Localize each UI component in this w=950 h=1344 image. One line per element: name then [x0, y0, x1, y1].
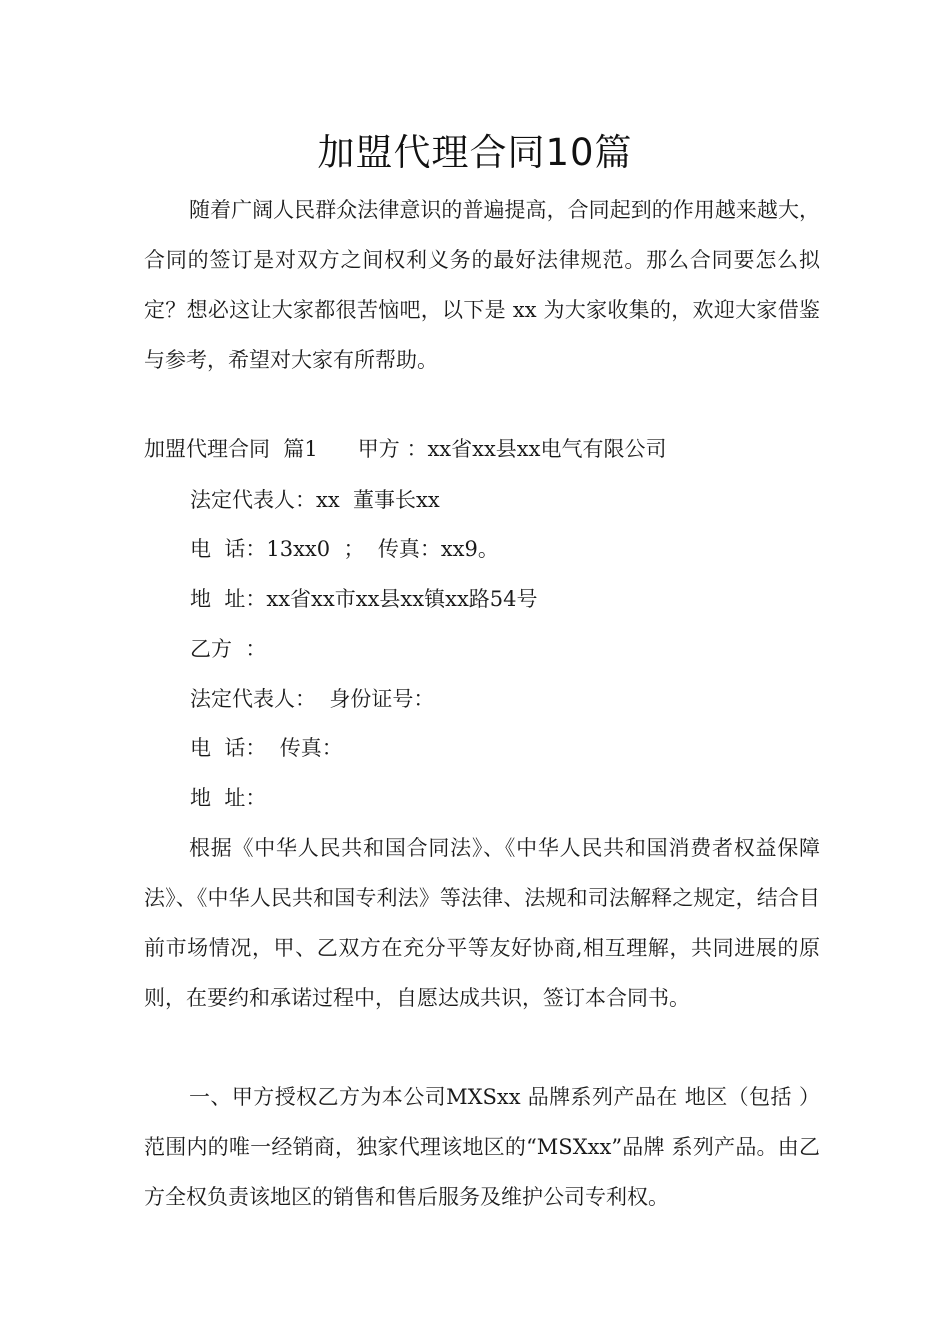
intro-paragraph: 随着广阔人民群众法律意识的普遍提高，合同起到的作用越来越大，合同的签订是对双方之间权利义务的最好法律规范。那么合同要怎么拟定？想必这让大家都很苦恼吧，以下是 xx 为大家收集的，欢迎大家借鉴与参考，希望对大家有所帮助。	[144, 198, 820, 372]
party-a-phone-fax: 电 话：13xx0 ； 传真：xx9。	[190, 537, 499, 561]
party-b-representative: 法定代表人： 身份证号：	[190, 687, 435, 711]
document-title: 加盟代理合同10篇	[317, 131, 633, 174]
section-heading: 加盟代理合同 篇1 甲方 ：xx省xx县xx电气有限公司	[144, 437, 667, 461]
party-b-label: 乙方 ：	[190, 637, 267, 661]
party-b-phone-fax: 电 话： 传真：	[190, 736, 343, 760]
party-b-address: 地 址：	[190, 786, 267, 810]
clause-1-paragraph: 一、甲方授权乙方为本公司MXSxx 品牌系列产品在 地区（包括 ）范围内的唯一经销商，独家代理该地区的“MSXxx”品牌 系列产品。由乙方全权负责该地区的销售和售后服务及维护公司专利权。	[144, 1085, 820, 1209]
legal-basis-paragraph: 根据《中华人民共和国合同法》、《中华人民共和国消费者权益保障法》、《中华人民共和国专利法》等法律、法规和司法解释之规定，结合目前市场情况，甲、乙双方在充分平等友好协商,相互理解，共同进展的原则，在要约和承诺过程中，自愿达成共识，签订本合同书。	[144, 836, 820, 1010]
party-a-representative: 法定代表人：xx 董事长xx	[190, 488, 440, 512]
party-a-address: 地 址：xx省xx市xx县xx镇xx路54号	[190, 587, 538, 611]
